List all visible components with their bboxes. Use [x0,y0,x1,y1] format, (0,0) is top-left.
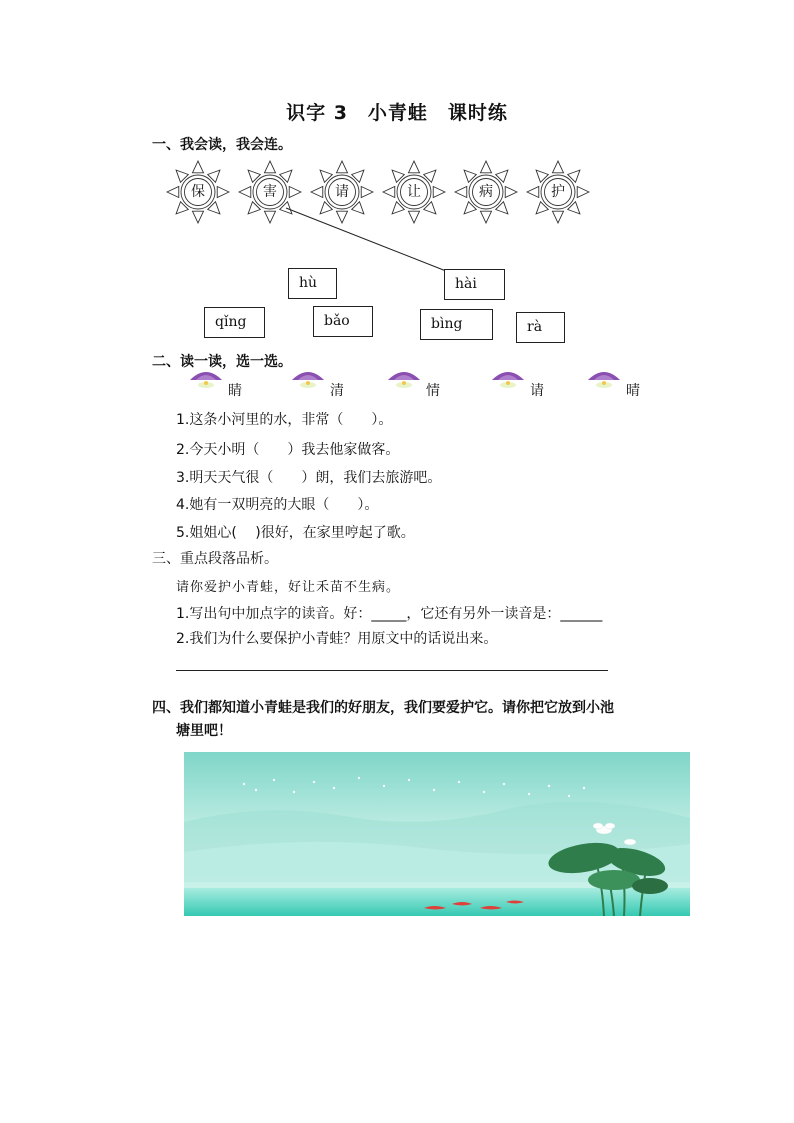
sun-char-label: 病 [479,184,493,200]
page-title: 识字 3 小青蛙 课时练 [286,102,508,124]
pinyin-box-ra[interactable]: rà [516,312,565,343]
sun-char-label: 害 [263,184,277,200]
section-3-question-1: 1.写出句中加点字的读音。好：_____，它还有另外一读音是：______ [176,606,603,622]
umbrella-icon [586,368,622,392]
connect-line [0,0,794,400]
section-4-heading-line2: 塘里吧！ [176,723,232,739]
umbrella-icon [290,368,326,392]
sun-char-label: 护 [551,184,565,200]
pinyin-box-hai[interactable]: hài [444,269,505,300]
answer-line[interactable] [176,656,608,671]
section-3-question-2: 2.我们为什么要保护小青蛙？用原文中的话说出来。 [176,631,498,647]
umbrella-icon [188,368,224,392]
question-5: 5.姐姐心( )很好，在家里哼起了歌。 [176,525,415,541]
section-3-heading: 三、重点段落品析。 [152,551,278,567]
umbrella-icon [490,368,526,392]
question-4: 4.她有一双明亮的大眼（ ）。 [176,497,379,513]
pond-picture[interactable] [184,752,690,916]
question-2: 2.今天小明（ ）我去他家做客。 [176,442,400,458]
option-char-0[interactable]: 睛 [228,383,242,399]
option-char-2[interactable]: 情 [426,383,440,399]
pinyin-box-bao[interactable]: bǎo [313,306,373,337]
question-3: 3.明天天气很（ ）朗，我们去旅游吧。 [176,470,442,486]
pinyin-box-qing[interactable]: qǐng [204,307,265,338]
section-1-heading: 一、我会读，我会连。 [152,137,292,153]
sun-char-label: 让 [407,184,421,200]
option-char-3[interactable]: 请 [530,383,544,399]
passage-text: 请你爱护小青蛙，好让禾苗不生病。 [176,580,401,595]
pinyin-box-hu[interactable]: hù [288,268,337,299]
sun-char-label: 保 [191,184,205,200]
pinyin-box-bing[interactable]: bìng [420,309,493,340]
option-char-4[interactable]: 晴 [626,383,640,399]
umbrella-icon [386,368,422,392]
question-1: 1.这条小河里的水，非常（ ）。 [176,412,393,428]
section-4-heading-line1: 四、我们都知道小青蛙是我们的好朋友，我们要爱护它。请你把它放到小池 [152,700,614,716]
sun-char-label: 请 [335,184,349,200]
section-2-heading: 二、读一读，选一选。 [152,354,292,370]
option-char-1[interactable]: 清 [330,383,344,399]
